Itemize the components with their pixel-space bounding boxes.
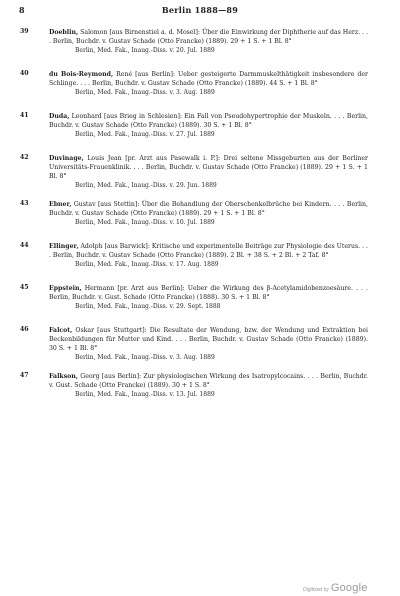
entry-title-text: Leonhard [aus Brieg in Schlesien]: Ein Fall von Pseudohypertrophie der Muskeln. . . . Berlin, Buchdr. v. Gustav Schade (Otto Francke) (1889). 30 S. + 1 Bl. 8° xyxy=(49,113,368,129)
entry-citation xyxy=(49,112,368,130)
entry-title-text: Salomon [aus Birnenstiel a. d. Mosel]: Über die Einwirkung der Diphtherie auf das Herz. . . . Berlin, Buchdr. v. Gustav Schade (Otto Francke) (1889). 29 + 1 S. + 1 Bl. 8° xyxy=(49,29,368,45)
page-number: 8 xyxy=(19,5,25,15)
entry-title-text: Adolph [aus Barwick]: Kritische und experimentelle Beiträge zur Physiologie des Uterus. . . . Berlin, Buchdr. v. Gustav Schade (Otto Francke) (1889). 2 Bl. + 38 S. + 2 Bl. + 2 Taf. 8° xyxy=(49,243,368,259)
entry-author: du Bois-Reymond, xyxy=(49,71,114,78)
digitized-label: Digitized by xyxy=(303,587,329,593)
entry-author: Duda, xyxy=(49,113,70,120)
entry-number: 46 xyxy=(20,326,29,333)
entry-faculty-line: Berlin, Med. Fak., Inaug.-Diss. v. 29. Sept. 1888 xyxy=(75,303,221,310)
entry-faculty-line: Berlin, Med. Fak., Inaug.-Diss. v. 3. Aug. 1889 xyxy=(75,354,215,361)
entry-number: 47 xyxy=(20,372,29,379)
entry-faculty-line: Berlin, Med. Fak., Inaug.-Diss. v. 27. Jul. 1889 xyxy=(75,131,215,138)
list-item xyxy=(0,200,400,232)
entry-author: Ellinger, xyxy=(49,243,79,250)
list-item xyxy=(0,242,400,274)
entry-title-text: Oskar [aus Stuttgart]: Die Resultate der Wendung, bzw. der Wendung und Extraktion bei Beckenbildungen für Mutter und Kind. . . . Berlin, Buchdr. v. Gustav Schade (Otto Francke) (1889). 30 S. + 1 Bl. 8° xyxy=(49,327,369,352)
entry-faculty-line: Berlin, Med. Fak., Inaug.-Diss. v. 29. Jun. 1889 xyxy=(75,182,217,189)
entry-citation xyxy=(49,28,368,46)
list-item xyxy=(0,326,400,362)
google-logo: Google xyxy=(330,582,368,594)
entry-number: 44 xyxy=(20,242,29,249)
entry-author: Falcot, xyxy=(49,327,73,334)
entry-faculty-line: Berlin, Med. Fak., Inaug.-Diss. v. 13. Jul. 1889 xyxy=(75,391,215,398)
entry-citation xyxy=(49,284,368,302)
list-item xyxy=(0,154,400,190)
entry-title-text: René [aus Berlin]: Ueber gesteigerte Darmmuskelthätigkeit insbesondere der Schlinge. . . . Berlin, Buchdr. v. Gustav Schade (Otto Francke) (1889). 44 S. + 1 Bl. 8° xyxy=(49,71,368,87)
entry-number: 42 xyxy=(20,154,29,161)
list-item xyxy=(0,28,400,60)
entry-title-text: Hermann [pr. Arzt aus Berlin]: Ueber die Wirkung des β-Acetylamidobenzoesäure. . . . Berlin, Buchdr. v. Gust. Schade (Otto Francke) (1888). 30 S. + 1 Bl. 8° xyxy=(49,285,368,301)
dissertation-list xyxy=(0,28,400,414)
entry-faculty-line: Berlin, Med. Fak., Inaug.-Diss. v. 10. Jul. 1889 xyxy=(75,219,215,226)
entry-faculty-line: Berlin, Med. Fak., Inaug.-Diss. v. 20. Jul. 1889 xyxy=(75,47,215,54)
list-item xyxy=(0,372,400,404)
entry-citation xyxy=(49,326,368,353)
entry-author: Falkson, xyxy=(49,373,78,380)
entry-author: Eppstein, xyxy=(49,285,82,292)
entry-citation xyxy=(49,154,368,181)
entry-citation xyxy=(49,70,368,88)
entry-faculty-line: Berlin, Med. Fak., Inaug.-Diss. v. 17. Aug. 1889 xyxy=(75,261,219,268)
entry-number: 43 xyxy=(20,200,29,207)
entry-citation xyxy=(49,372,368,390)
entry-citation xyxy=(49,242,368,260)
entry-title-text: Gustav [aus Stettin]: Über die Behandlung der Oberschenkelbrüche bei Kindern. . . . Berlin, Buchdr. v. Gustav Schade (Otto Francke) (1889). 29 + 1 S. + 1 Bl. 8° xyxy=(49,201,368,217)
entry-number: 39 xyxy=(20,28,29,35)
entry-number: 45 xyxy=(20,284,29,291)
entry-number: 40 xyxy=(20,70,29,77)
entry-author: Duvinage, xyxy=(49,155,84,162)
entry-faculty-line: Berlin, Med. Fak., Inaug.-Diss. v. 3. Aug. 1889 xyxy=(75,89,215,96)
list-item xyxy=(0,112,400,144)
page-header xyxy=(0,5,400,19)
entry-title-text: Georg [aus Berlin]: Zur physiologischen Wirkung des Isatropylcocains. . . . Berlin, Buchdr. v. Gust. Schade (Otto Francke) (1889). 30 + 1 S. 8° xyxy=(49,373,368,389)
list-item xyxy=(0,70,400,102)
entry-number: 41 xyxy=(20,112,29,119)
entry-citation xyxy=(49,200,368,218)
entry-author: Ebner, xyxy=(49,201,72,208)
entry-title-text: Louis Jean [pr. Arzt aus Pasewalk i. P.]: Drei seltene Missgeburten aus der Berliner Universitäts-Frauenklinik. . . . Berlin, Buchdr. v. Gustav Schade (Otto Francke) (1889). 29 + 1 S. + 1 Bl. 8° xyxy=(49,155,368,180)
entry-author: Doeblin, xyxy=(49,29,79,36)
running-title: Berlin 1888—89 xyxy=(161,5,239,15)
list-item xyxy=(0,284,400,316)
digitized-watermark xyxy=(303,578,368,596)
